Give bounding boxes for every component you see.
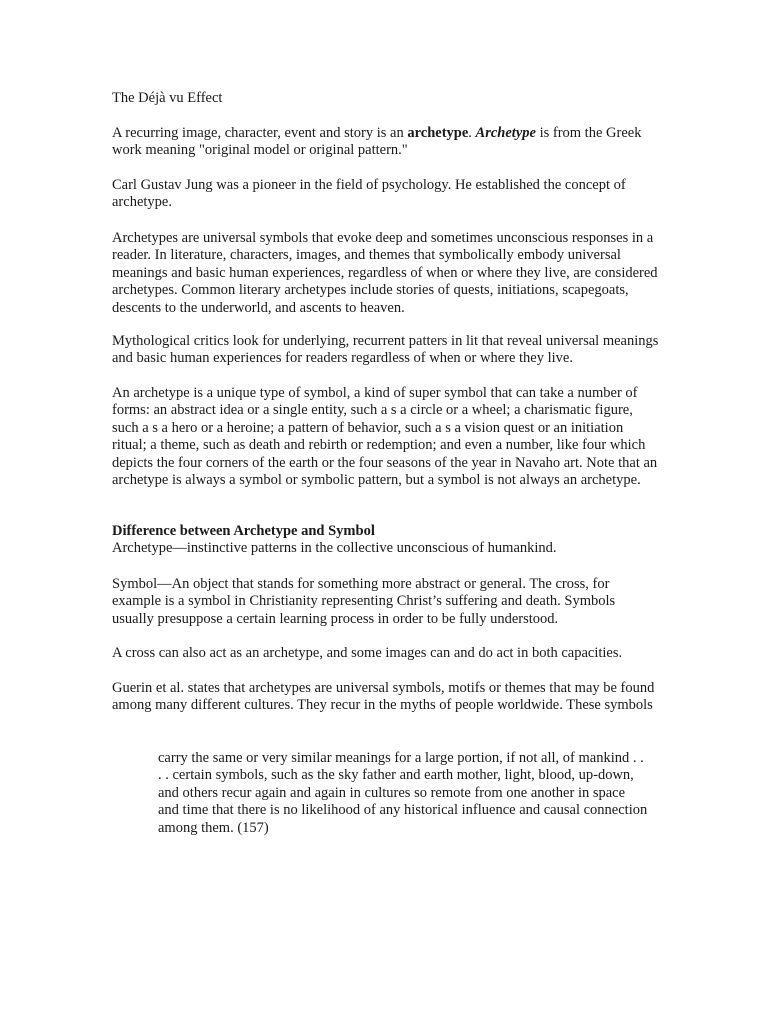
heading-text: Difference between Archetype and Symbol: [112, 523, 375, 539]
paragraph-jung: Carl Gustav Jung was a pioneer in the field of psychology. He established the concept of archetype.: [112, 177, 626, 211]
paragraph-archetype-def: Archetype—instinctive patterns in the collective unconscious of humankind.: [112, 540, 557, 556]
p1-text-before: A recurring image, character, event and story is an: [112, 125, 408, 141]
paragraph-mythological-critics: Mythological critics look for underlying, recurrent patters in lit that reveal universal meanings and basic human experiences for readers regardless of when or where they live.: [112, 333, 659, 367]
paragraph-cross: A cross can also act as an archetype, and some images can and do act in both capacities.: [112, 645, 623, 661]
paragraph-archetype-definition: [112, 125, 660, 160]
archetype-term-bold-italic: Archetype: [475, 125, 536, 141]
paragraph-universal-symbols: Archetypes are universal symbols that evoke deep and sometimes unconscious responses in a reader. In literature, characters, images, and themes that symbolically embody universal meanings and basic human experiences, regardless of when or where they live, are considered archetypes. Common literary archetypes include stories of quests, initiations, scapegoats, descents to the underworld, and ascents to heaven.: [112, 230, 658, 316]
p1-text-after-term: .: [468, 125, 476, 141]
block-quote: carry the same or very similar meanings for a large portion, if not all, of mankind . . . . certain symbols, such as the sky father and earth mother, light, blood, up-down, and others recur again and again in cultures so remote from one another in space and time that there is no likelihood of any historical influence and causal connection among them. (157): [158, 750, 648, 836]
paragraph-symbol-def: Symbol—An object that stands for something more abstract or general. The cross, for example is a symbol in Christianity representing Christ’s suffering and death. Symbols usually presuppose a certain learning process in order to be fully understood.: [112, 576, 616, 627]
section-heading: [112, 523, 660, 540]
archetype-term-bold: archetype: [407, 125, 469, 141]
p1-text-rest: is from the Greek work meaning "original model or original pattern.": [112, 125, 642, 159]
paragraph-guerin: Guerin et al. states that archetypes are universal symbols, motifs or themes that may be found among many different cultures. They recur in the myths of people worldwide. These symbols: [112, 680, 655, 714]
document-title: The Déjà vu Effect: [112, 90, 223, 106]
paragraph-super-symbol: An archetype is a unique type of symbol, a kind of super symbol that can take a number of forms: an abstract idea or a single entity, such a s a circle or a wheel; a charismatic figure, such a s a hero or a heroine; a pattern of behavior, such a s a vision quest or an initiation ritual; a theme, such as death and rebirth or redemption; and even a number, like four which depicts the four corners of the earth or the four seasons of the year in Navaho art. Note that an archetype is always a symbol or symbolic pattern, but a symbol is not always an archetype.: [112, 385, 658, 489]
